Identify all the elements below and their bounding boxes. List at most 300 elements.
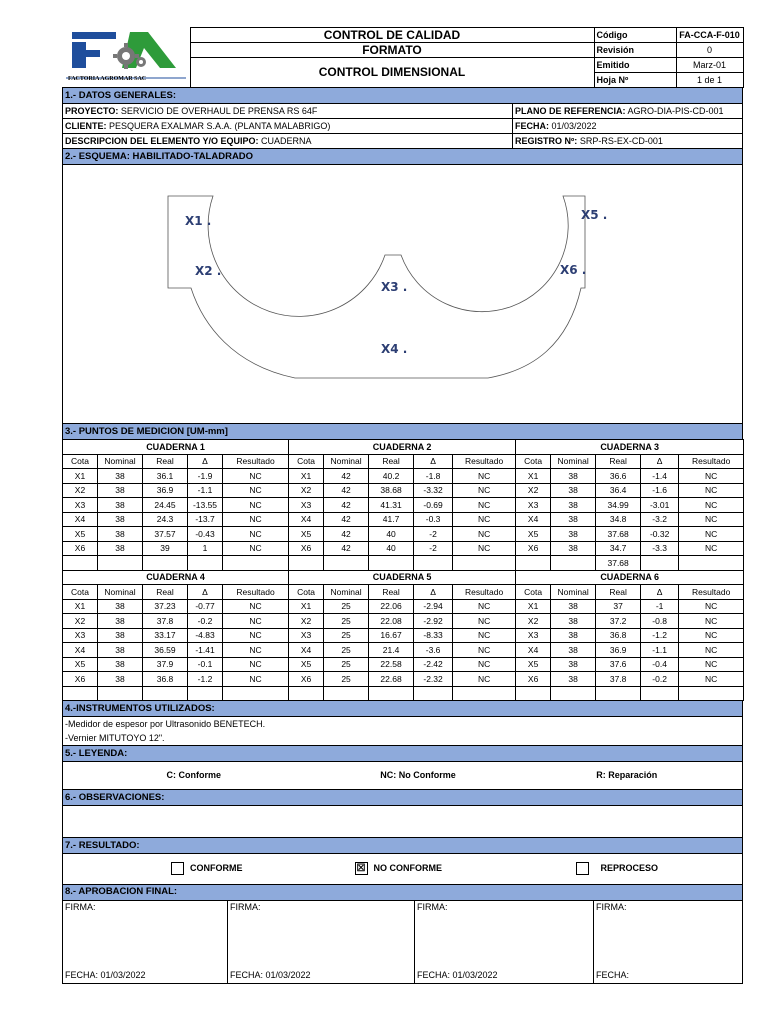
table-cell: NC (453, 628, 516, 643)
legend-section (62, 745, 743, 790)
table-cell: X4 (516, 643, 551, 658)
table-cell (369, 686, 414, 701)
column-header: Nominal (551, 585, 596, 600)
table-row (63, 483, 744, 498)
company-logo-text: FACTORIA AGROMAR SAC (68, 76, 147, 82)
table-cell: 1 (188, 541, 223, 556)
table-cell: 38 (98, 527, 143, 542)
table-cell: -2 (414, 527, 453, 542)
table-cell: NC (679, 672, 744, 687)
table-cell: -0.8 (641, 614, 679, 629)
table-cell: 38 (98, 469, 143, 484)
column-header: Δ (188, 454, 223, 469)
table-cell: 25 (324, 672, 369, 687)
point-label-x5: X5 . (581, 208, 608, 222)
table-cell (63, 556, 98, 571)
table-cell: NC (453, 541, 516, 556)
column-header: Cota (516, 454, 551, 469)
table-cell: X6 (289, 541, 324, 556)
table-cell: NC (453, 512, 516, 527)
table-cell (223, 556, 289, 571)
table-cell: 37.68 (596, 556, 641, 571)
instrument-item: -Medidor de espesor por Ultrasonido BENETECH. (63, 717, 743, 732)
table-cell: NC (679, 483, 744, 498)
client-field: CLIENTE: PESQUERA EXALMAR S.A.A. (PLANTA MALABRIGO) (63, 119, 513, 134)
table-cell: NC (679, 614, 744, 629)
table-cell: -0.2 (188, 614, 223, 629)
table-row (63, 498, 744, 513)
table-cell: 37.6 (596, 657, 641, 672)
table-cell: -2.92 (414, 614, 453, 629)
form-header (62, 27, 744, 88)
measurement-table (62, 439, 744, 701)
schema-drawing (63, 165, 743, 424)
table-cell: X4 (516, 512, 551, 527)
frame-outline-diagram (63, 165, 743, 423)
table-cell: 25 (324, 628, 369, 643)
table-cell: NC (679, 599, 744, 614)
table-cell: 42 (324, 469, 369, 484)
table-cell: 38 (551, 672, 596, 687)
section-title: 3.- PUNTOS DE MEDICION [UM-mm] (63, 424, 743, 440)
table-cell: 38 (551, 628, 596, 643)
table-cell: X2 (63, 483, 98, 498)
measurement-section-header (62, 423, 743, 440)
table-cell: -13.55 (188, 498, 223, 513)
table-cell: 16.67 (369, 628, 414, 643)
section-title: 8.- APROBACION FINAL: (63, 885, 743, 901)
table-cell: NC (223, 599, 289, 614)
table-cell: 34.7 (596, 541, 641, 556)
group-title: CUADERNA 2 (289, 440, 516, 455)
table-cell (679, 556, 744, 571)
table-cell: X6 (516, 541, 551, 556)
group-title: CUADERNA 1 (63, 440, 289, 455)
result-option-reproceso[interactable]: REPROCESO (512, 854, 743, 885)
table-cell: NC (453, 469, 516, 484)
signature-box[interactable]: FIRMA: (415, 901, 594, 970)
table-cell: 42 (324, 498, 369, 513)
section-title: 5.- LEYENDA: (63, 746, 743, 762)
table-row (63, 686, 744, 701)
meta-value: 1 de 1 (676, 73, 743, 88)
table-cell: X5 (63, 657, 98, 672)
signature-date: FECHA: 01/03/2022 (63, 969, 228, 984)
table-row (63, 657, 744, 672)
signature-date: FECHA: (594, 969, 743, 984)
table-cell: 38 (551, 541, 596, 556)
table-cell: X3 (516, 628, 551, 643)
table-cell: NC (223, 643, 289, 658)
table-cell (98, 686, 143, 701)
table-cell: -1.1 (641, 643, 679, 658)
group-title: CUADERNA 5 (289, 570, 516, 585)
table-cell: X5 (516, 657, 551, 672)
table-cell: -0.32 (641, 527, 679, 542)
table-cell (98, 556, 143, 571)
column-header: Nominal (324, 454, 369, 469)
table-cell: 38 (551, 643, 596, 658)
description-field: DESCRIPCION DEL ELEMENTO Y/O EQUIPO: CUADERNA (63, 134, 513, 149)
column-header: Nominal (324, 585, 369, 600)
column-header: Real (596, 454, 641, 469)
table-cell: 38 (551, 469, 596, 484)
table-cell: -1.4 (641, 469, 679, 484)
title-format: FORMATO (190, 43, 594, 58)
column-header: Cota (63, 454, 98, 469)
table-cell: 37 (596, 599, 641, 614)
table-cell: -1.41 (188, 643, 223, 658)
table-cell: X2 (63, 614, 98, 629)
table-cell: X1 (289, 599, 324, 614)
table-cell: -1.6 (641, 483, 679, 498)
table-cell: 34.8 (596, 512, 641, 527)
table-cell: 25 (324, 614, 369, 629)
table-cell: 25 (324, 657, 369, 672)
table-cell: NC (679, 527, 744, 542)
table-cell (453, 556, 516, 571)
table-cell: NC (223, 483, 289, 498)
point-label-x6: X6 . (560, 263, 587, 277)
table-cell: -0.3 (414, 512, 453, 527)
table-cell: -13.7 (188, 512, 223, 527)
table-cell: NC (679, 643, 744, 658)
table-cell: -0.1 (188, 657, 223, 672)
table-cell: -3.3 (641, 541, 679, 556)
section-title: 4.-INSTRUMENTOS UTILIZADOS: (63, 701, 743, 717)
column-header: Nominal (551, 454, 596, 469)
column-header: Resultado (223, 585, 289, 600)
meta-value: Marz-01 (676, 58, 743, 73)
section-title: 2.- ESQUEMA: HABILITADO-TALADRADO (63, 149, 743, 165)
checkbox-checked[interactable]: ☒ (355, 862, 368, 875)
point-label-x1: X1 . (185, 214, 212, 228)
meta-label: Hoja Nº (594, 73, 676, 88)
table-cell: 38 (551, 512, 596, 527)
table-cell: -1.9 (188, 469, 223, 484)
table-cell (596, 686, 641, 701)
table-cell: 42 (324, 483, 369, 498)
table-cell: 25 (324, 643, 369, 658)
table-cell: NC (453, 527, 516, 542)
table-cell: 36.9 (596, 643, 641, 658)
table-cell: NC (223, 657, 289, 672)
table-cell: 37.9 (143, 657, 188, 672)
table-cell (516, 556, 551, 571)
table-cell: -0.43 (188, 527, 223, 542)
table-cell: X5 (289, 527, 324, 542)
project-field: PROYECTO: SERVICIO DE OVERHAUL DE PRENSA RS 64F (63, 104, 513, 119)
table-cell: -2 (414, 541, 453, 556)
table-cell (63, 686, 98, 701)
table-row (63, 469, 744, 484)
column-header: Cota (289, 585, 324, 600)
table-cell: -1.1 (188, 483, 223, 498)
column-header: Real (143, 454, 188, 469)
signature-date: FECHA: 01/03/2022 (415, 969, 594, 984)
table-cell: NC (223, 672, 289, 687)
table-cell: 36.59 (143, 643, 188, 658)
observations-text[interactable] (63, 806, 743, 838)
title-dimensional-control: CONTROL DIMENSIONAL (190, 58, 594, 88)
meta-label: Código (594, 28, 676, 43)
checkbox[interactable] (171, 862, 184, 875)
table-cell: 36.8 (143, 672, 188, 687)
column-header: Real (596, 585, 641, 600)
table-cell: -3.32 (414, 483, 453, 498)
column-header: Δ (188, 585, 223, 600)
table-cell: 38 (551, 527, 596, 542)
table-cell: NC (679, 498, 744, 513)
table-cell: X1 (516, 599, 551, 614)
table-cell: 24.3 (143, 512, 188, 527)
table-cell: 22.06 (369, 599, 414, 614)
table-cell: X2 (289, 614, 324, 629)
table-row (63, 614, 744, 629)
table-cell: X1 (63, 599, 98, 614)
table-cell: -3.01 (641, 498, 679, 513)
table-cell: 38 (98, 498, 143, 513)
table-cell: NC (223, 527, 289, 542)
table-cell: -1.2 (188, 672, 223, 687)
table-cell: 38 (551, 599, 596, 614)
table-cell: X4 (289, 643, 324, 658)
table-cell: 37.8 (143, 614, 188, 629)
table-cell: 36.9 (143, 483, 188, 498)
table-cell (679, 686, 744, 701)
table-cell: 33.17 (143, 628, 188, 643)
table-cell: 38 (551, 657, 596, 672)
signature-box[interactable]: FIRMA: (63, 901, 228, 970)
table-cell: -1.2 (641, 628, 679, 643)
table-cell (641, 686, 679, 701)
column-header: Δ (414, 585, 453, 600)
table-cell: -4.83 (188, 628, 223, 643)
result-option-conforme[interactable]: CONFORME (63, 854, 325, 885)
section-title: 1.- DATOS GENERALES: (63, 88, 743, 104)
checkbox[interactable] (576, 862, 589, 875)
table-cell: NC (679, 469, 744, 484)
table-cell (289, 686, 324, 701)
table-cell: X3 (63, 628, 98, 643)
table-cell: X5 (63, 527, 98, 542)
table-cell (324, 686, 369, 701)
table-cell: NC (679, 628, 744, 643)
table-cell: X2 (289, 483, 324, 498)
column-header: Real (369, 454, 414, 469)
table-cell: 34.99 (596, 498, 641, 513)
group-title: CUADERNA 3 (516, 440, 744, 455)
table-cell: X6 (289, 672, 324, 687)
point-label-x4: X4 . (381, 342, 408, 356)
approval-section (62, 884, 743, 984)
quality-control-form (62, 27, 743, 984)
table-cell (369, 556, 414, 571)
result-option-no-conforme[interactable]: ☒ NO CONFORME (325, 854, 512, 885)
column-header: Resultado (679, 454, 744, 469)
table-cell: -0.2 (641, 672, 679, 687)
table-cell: 38 (98, 614, 143, 629)
table-cell: -8.33 (414, 628, 453, 643)
signature-date: FECHA: 01/03/2022 (228, 969, 415, 984)
signature-box[interactable]: FIRMA: (228, 901, 415, 970)
meta-label: Revisión (594, 43, 676, 58)
table-cell: 41.7 (369, 512, 414, 527)
table-cell: X3 (289, 498, 324, 513)
table-cell: NC (453, 498, 516, 513)
table-cell: X3 (289, 628, 324, 643)
table-cell (188, 556, 223, 571)
point-label-x2: X2 . (195, 264, 222, 278)
table-cell: NC (223, 628, 289, 643)
column-header: Cota (63, 585, 98, 600)
table-cell: 38 (98, 541, 143, 556)
table-cell: -2.32 (414, 672, 453, 687)
company-logo (62, 28, 190, 88)
table-cell: NC (453, 614, 516, 629)
table-cell: -1.8 (414, 469, 453, 484)
table-cell: NC (223, 469, 289, 484)
table-cell (641, 556, 679, 571)
column-header: Resultado (679, 585, 744, 600)
table-cell: 40 (369, 541, 414, 556)
table-cell: 24.45 (143, 498, 188, 513)
table-cell: NC (453, 599, 516, 614)
group-title: CUADERNA 6 (516, 570, 744, 585)
table-cell (453, 686, 516, 701)
column-header: Real (369, 585, 414, 600)
table-cell: X4 (63, 512, 98, 527)
title-quality-control: CONTROL DE CALIDAD (190, 28, 594, 43)
group-title: CUADERNA 4 (63, 570, 289, 585)
meta-label: Emitido (594, 58, 676, 73)
table-cell: 37.68 (596, 527, 641, 542)
table-row (63, 512, 744, 527)
table-cell: NC (453, 483, 516, 498)
meta-value: 0 (676, 43, 743, 58)
table-row (63, 599, 744, 614)
meta-value: FA-CCA-F-010 (676, 28, 743, 43)
table-cell (551, 686, 596, 701)
table-cell: 38 (98, 483, 143, 498)
table-cell: X3 (516, 498, 551, 513)
table-cell: NC (679, 512, 744, 527)
table-cell: 22.08 (369, 614, 414, 629)
result-section (62, 837, 743, 885)
table-cell: NC (453, 643, 516, 658)
table-row (63, 628, 744, 643)
register-field: REGISTRO Nº: SRP-RS-EX-CD-001 (513, 134, 743, 149)
table-cell: 25 (324, 599, 369, 614)
section-title: 6.- OBSERVACIONES: (63, 790, 743, 806)
table-cell (223, 686, 289, 701)
table-cell: X2 (516, 483, 551, 498)
table-cell: 36.8 (596, 628, 641, 643)
table-cell: X1 (516, 469, 551, 484)
table-cell: 42 (324, 527, 369, 542)
column-header: Nominal (98, 454, 143, 469)
table-cell (143, 686, 188, 701)
table-cell: NC (679, 541, 744, 556)
point-label-x3: X3 . (381, 280, 408, 294)
table-cell: X4 (289, 512, 324, 527)
column-header: Δ (641, 454, 679, 469)
instrument-item: -Vernier MITUTOYO 12". (63, 731, 743, 746)
table-cell: 40 (369, 527, 414, 542)
table-cell: 38.68 (369, 483, 414, 498)
instruments-section (62, 700, 743, 746)
table-cell: 36.6 (596, 469, 641, 484)
table-cell: -0.77 (188, 599, 223, 614)
table-cell: 38 (98, 628, 143, 643)
table-cell: 38 (98, 599, 143, 614)
column-header: Real (143, 585, 188, 600)
table-cell: 38 (551, 614, 596, 629)
table-cell: X6 (63, 672, 98, 687)
table-cell: 22.68 (369, 672, 414, 687)
table-cell: -0.69 (414, 498, 453, 513)
table-cell: X1 (63, 469, 98, 484)
observations-section (62, 789, 743, 838)
table-cell (516, 686, 551, 701)
table-cell (188, 686, 223, 701)
table-cell: -0.4 (641, 657, 679, 672)
table-cell: 36.1 (143, 469, 188, 484)
table-cell: -1 (641, 599, 679, 614)
table-cell: X5 (289, 657, 324, 672)
table-cell (551, 556, 596, 571)
table-cell (414, 686, 453, 701)
table-cell: NC (453, 657, 516, 672)
table-cell: 38 (98, 643, 143, 658)
table-cell: 38 (98, 657, 143, 672)
table-cell: X4 (63, 643, 98, 658)
table-row (63, 527, 744, 542)
table-cell (143, 556, 188, 571)
table-row (63, 541, 744, 556)
table-cell: 38 (98, 672, 143, 687)
table-cell: 37.57 (143, 527, 188, 542)
table-cell: 41.31 (369, 498, 414, 513)
table-cell: NC (223, 498, 289, 513)
table-cell: 37.2 (596, 614, 641, 629)
table-cell: 37.23 (143, 599, 188, 614)
table-cell: -3.6 (414, 643, 453, 658)
column-header: Cota (516, 585, 551, 600)
signature-box[interactable]: FIRMA: (594, 901, 743, 970)
column-header: Cota (289, 454, 324, 469)
table-cell: -2.42 (414, 657, 453, 672)
table-cell: NC (679, 657, 744, 672)
table-cell: X6 (63, 541, 98, 556)
table-row (63, 672, 744, 687)
table-cell: 42 (324, 541, 369, 556)
table-cell: -2.94 (414, 599, 453, 614)
table-cell: X6 (516, 672, 551, 687)
column-header: Δ (414, 454, 453, 469)
table-cell: 36.4 (596, 483, 641, 498)
table-cell (414, 556, 453, 571)
column-header: Resultado (453, 585, 516, 600)
legend-no-conforme: NC: No Conforme (325, 762, 512, 790)
table-cell: X1 (289, 469, 324, 484)
section-title: 7.- RESULTADO: (63, 838, 743, 854)
general-data (62, 87, 743, 149)
legend-reparacion: R: Reparación (512, 762, 743, 790)
table-cell: 37.8 (596, 672, 641, 687)
table-cell: 40.2 (369, 469, 414, 484)
schema-section (62, 148, 743, 424)
